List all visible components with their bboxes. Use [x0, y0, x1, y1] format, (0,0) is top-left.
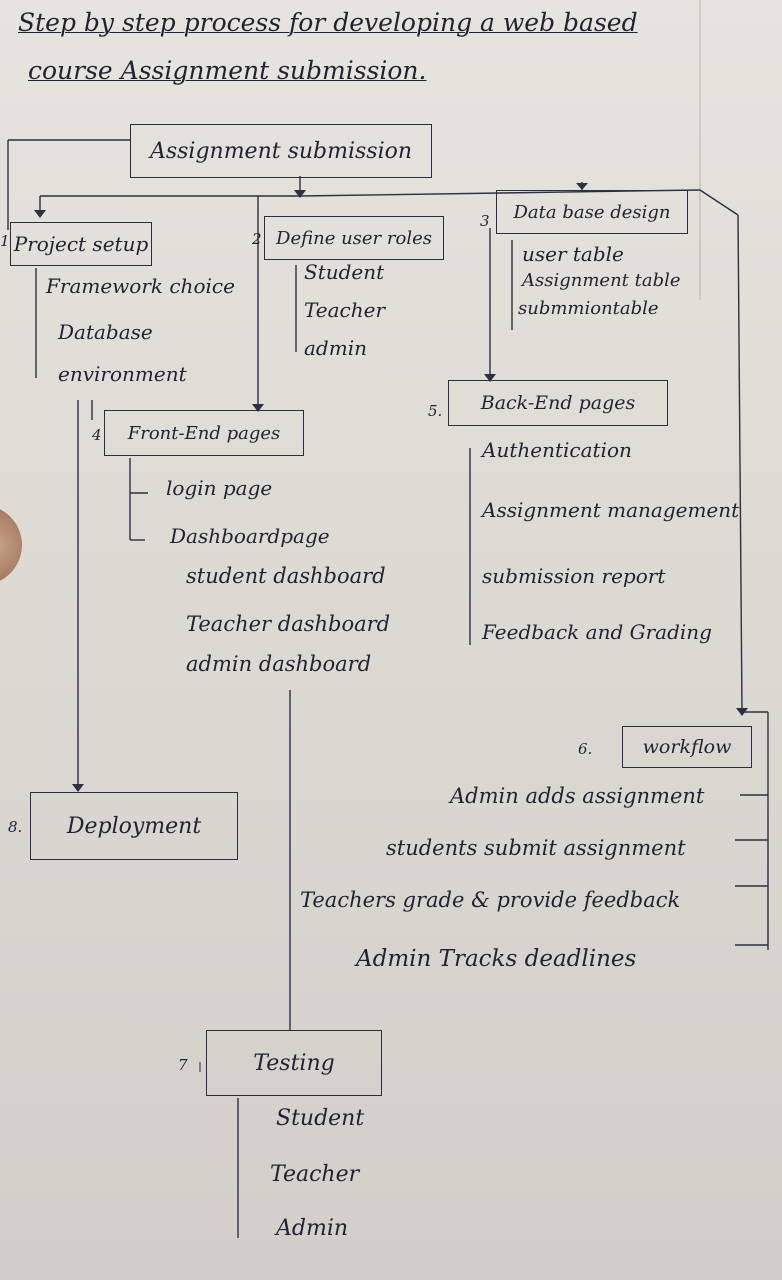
workflow-item: Admin Tracks deadlines — [356, 946, 637, 972]
db-design-number: 3 — [480, 212, 490, 230]
testing-item: Teacher — [270, 1162, 360, 1187]
workflow-box: workflow — [622, 726, 752, 768]
workflow-item: Admin adds assignment — [450, 784, 705, 808]
testing-item: Admin — [276, 1216, 349, 1241]
user-roles-box: Define user roles — [264, 216, 444, 260]
db-design-item: submmiontable — [518, 298, 659, 319]
db-design-item: user table — [522, 242, 624, 266]
project-setup-box: Project setup — [10, 222, 152, 266]
page-title-line-2: course Assignment submission. — [28, 56, 427, 85]
back-end-item: submission report — [482, 564, 666, 588]
db-design-box: Data base design — [496, 190, 688, 234]
page-title-line-1: Step by step process for developing a web based — [18, 8, 638, 37]
dashboard-item: admin dashboard — [186, 652, 372, 676]
back-end-box: Back-End pages — [448, 380, 668, 426]
back-end-item: Feedback and Grading — [482, 620, 712, 644]
user-roles-item: Teacher — [304, 298, 386, 322]
user-roles-number: 2 — [252, 230, 262, 248]
user-roles-item: Student — [304, 260, 385, 284]
dashboard-item: student dashboard — [186, 564, 386, 588]
deployment-number: 8. — [8, 818, 23, 836]
front-end-box: Front-End pages — [104, 410, 304, 456]
workflow-item: students submit assignment — [386, 836, 686, 860]
db-design-item: Assignment table — [522, 270, 681, 291]
root-box: Assignment submission — [130, 124, 432, 178]
back-end-item: Authentication — [482, 438, 632, 462]
project-setup-number: 1 — [0, 232, 10, 250]
back-end-item: Assignment management — [482, 498, 740, 522]
project-setup-item: environment — [58, 362, 187, 386]
front-end-item: login page — [166, 476, 273, 500]
front-end-item: Dashboardpage — [170, 524, 330, 548]
back-end-number: 5. — [428, 402, 443, 420]
workflow-item: Teachers grade & provide feedback — [300, 888, 681, 912]
workflow-number: 6. — [578, 740, 593, 758]
user-roles-item: admin — [304, 336, 367, 360]
testing-item: Student — [276, 1106, 365, 1131]
project-setup-item: Framework choice — [46, 274, 235, 298]
project-setup-item: Database — [58, 320, 153, 344]
testing-number: 7 — [178, 1056, 188, 1074]
dashboard-item: Teacher dashboard — [186, 612, 391, 636]
testing-box: Testing — [206, 1030, 382, 1096]
front-end-number: 4 — [92, 426, 102, 444]
deployment-box: Deployment — [30, 792, 238, 860]
